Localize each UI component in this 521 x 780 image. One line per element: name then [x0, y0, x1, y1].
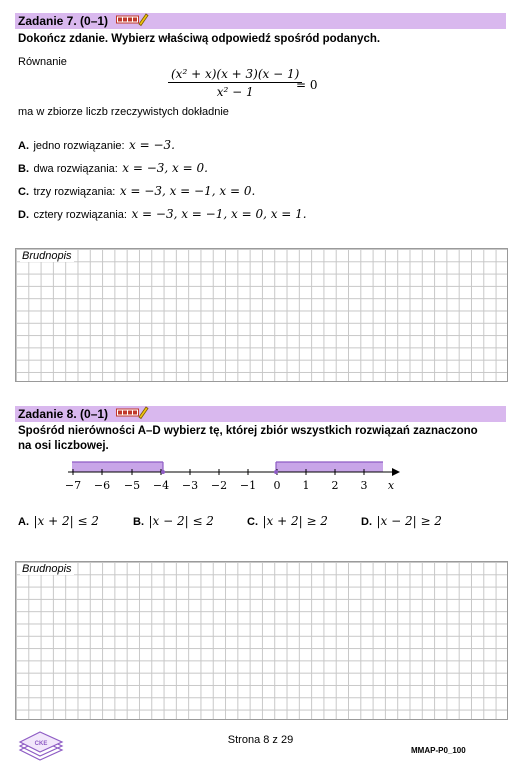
task7-title: Zadanie 7. (0–1)	[18, 14, 109, 28]
task7-option-b[interactable]	[18, 159, 208, 177]
tick-label: −6	[93, 479, 111, 492]
option-math: x = −3.	[129, 138, 175, 152]
task7-option-c[interactable]	[18, 182, 255, 200]
option-math: x = −3, x = −1, x = 0.	[119, 184, 256, 198]
option-math: |x − 2| ≤ 2	[148, 514, 214, 528]
scratch-grid-task8[interactable]	[15, 561, 508, 720]
tick-label: −4	[152, 479, 170, 492]
option-math: x = −3, x = −1, x = 0, x = 1.	[131, 207, 307, 221]
axis-arrow	[392, 468, 400, 476]
scratch-grid-task7[interactable]	[15, 248, 508, 382]
option-letter: B.	[18, 163, 29, 175]
task8-option-a[interactable]	[18, 512, 99, 530]
option-text: cztery rozwiązania:	[33, 209, 127, 221]
tick-label: −7	[64, 479, 82, 492]
option-letter: D.	[361, 516, 372, 528]
option-text: dwa rozwiązania:	[33, 163, 118, 175]
task8-instruction-line1: Spośród nierówności A–D wybierz tę, której zbiór wszystkich rozwiązań zaznaczono	[18, 425, 478, 437]
tick-label: −3	[181, 479, 199, 492]
option-letter: A.	[18, 516, 29, 528]
score-box-pencil-icon	[116, 404, 150, 420]
option-math: |x − 2| ≥ 2	[376, 514, 442, 528]
equation-fraction	[168, 67, 302, 99]
tick-label: 0	[273, 479, 281, 492]
option-math: |x + 2| ≥ 2	[262, 514, 328, 528]
closed-endpoint	[161, 470, 165, 474]
closed-endpoint	[274, 470, 278, 474]
option-letter: B.	[133, 516, 144, 528]
number-line	[60, 458, 405, 494]
scratch-label: Brudnopis	[22, 563, 72, 575]
tick-label: −1	[239, 479, 257, 492]
equation-denominator: x² − 1	[216, 85, 254, 99]
shaded-interval-left	[72, 462, 163, 472]
option-math: x = −3, x = 0.	[122, 161, 208, 175]
axis-variable-label: x	[387, 479, 395, 492]
option-text: trzy rozwiązania:	[33, 186, 116, 198]
option-text: jedno rozwiązanie:	[33, 140, 125, 152]
task7-instruction: Dokończ zdanie. Wybierz właściwą odpowiedź spośród podanych.	[18, 33, 381, 45]
option-letter: C.	[18, 186, 29, 198]
scratch-label: Brudnopis	[22, 250, 72, 262]
task8-title: Zadanie 8. (0–1)	[18, 407, 109, 421]
option-letter: C.	[247, 516, 258, 528]
document-code: MMAP-P0_100	[411, 746, 466, 755]
svg-text:CKE: CKE	[34, 741, 48, 747]
equation-numerator: (x² + x)(x + 3)(x − 1)	[168, 67, 302, 83]
page-number: Strona 8 z 29	[227, 734, 294, 746]
task7-option-d[interactable]	[18, 205, 307, 223]
task8-option-b[interactable]	[133, 512, 214, 530]
tick-label: −2	[210, 479, 228, 492]
task7-option-a[interactable]	[18, 136, 175, 154]
task8-instruction-line2: na osi liczbowej.	[18, 440, 109, 452]
option-letter: A.	[18, 140, 29, 152]
task8-option-c[interactable]	[247, 512, 328, 530]
tick-label: 2	[331, 479, 339, 492]
tick-label: −5	[123, 479, 141, 492]
option-math: |x + 2| ≤ 2	[33, 514, 99, 528]
tick-label: 3	[360, 479, 368, 492]
score-box-pencil-icon	[116, 11, 150, 27]
task7-tail: ma w zbiorze liczb rzeczywistych dokładnie	[18, 106, 229, 118]
task8-option-d[interactable]	[361, 512, 442, 530]
option-letter: D.	[18, 209, 29, 221]
shaded-interval-right	[276, 462, 383, 472]
task7-lead: Równanie	[18, 56, 67, 68]
tick-label: 1	[302, 479, 310, 492]
equation-equals: = 0	[296, 78, 318, 92]
